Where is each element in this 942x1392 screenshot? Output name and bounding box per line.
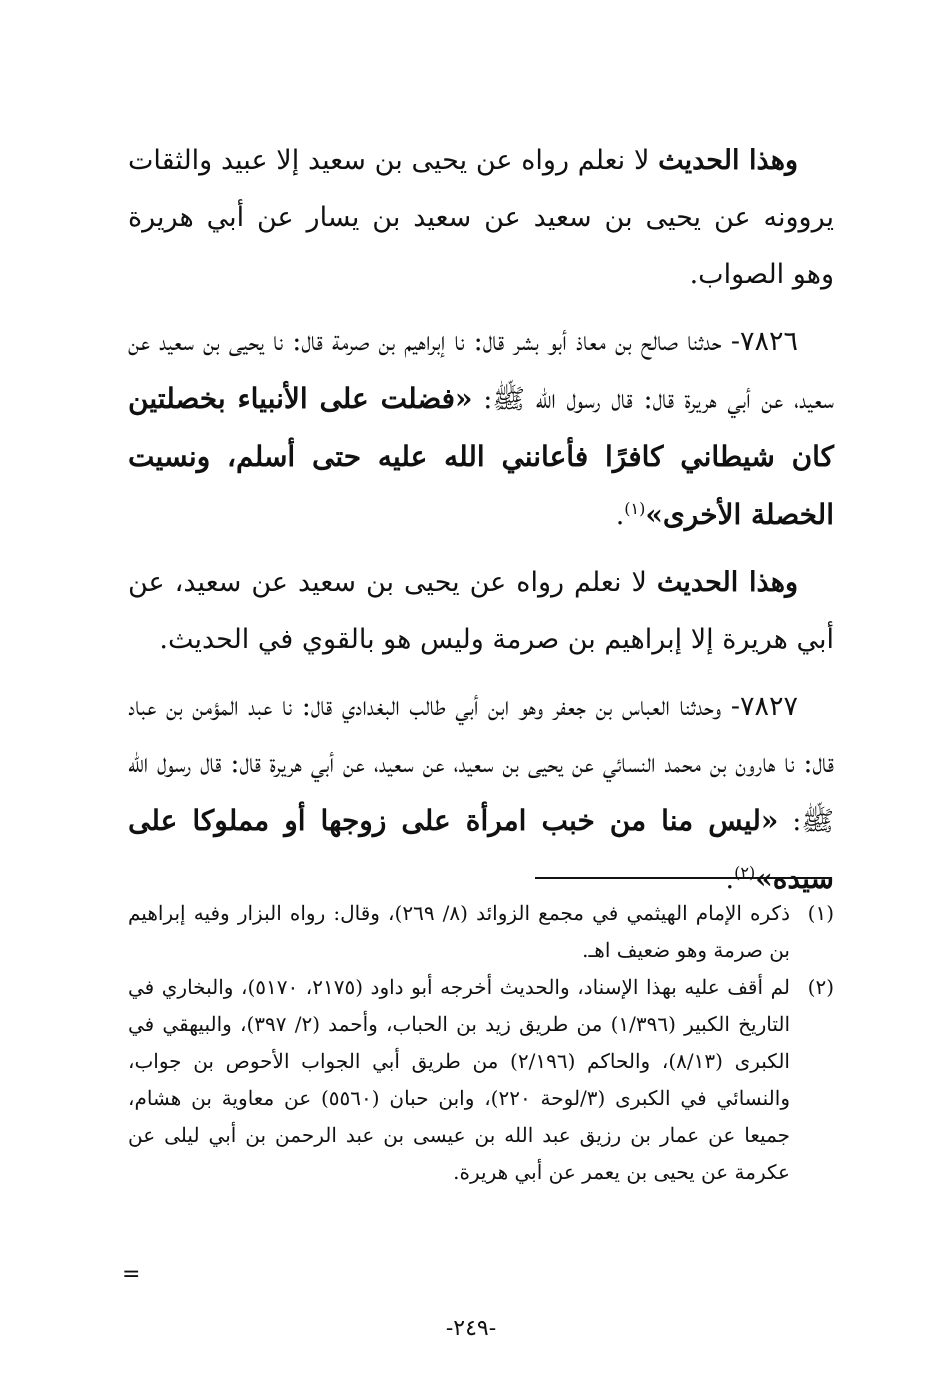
hadith-isnad: ٧٨٢٦- حدثنا صالح بن معاذ أبو بشر قال: نا إبراهيم بن صرمة قال: نا يحيى بن سعيد عن سعيد، عن أبي هريرة قال: قال رسول الله ﷺ: [128,326,834,415]
hadith-matn: «ليس منا من خبب امرأة على زوجها أو مملوكا على سيده» [128,804,834,895]
footnote-1 [128,895,834,969]
paragraph-commentary-1 [128,132,834,303]
commentary-text: لا نعلم رواه عن يحيى بن سعيد عن سعيد، عن أبي هريرة إلا إبراهيم بن صرمة وليس هو بالقوي في الحديث. [128,567,834,655]
footnote-number: (١) [807,901,834,925]
footnotes-block [128,895,834,1191]
footnote-ref-2: (٢) [734,863,756,882]
paragraph-commentary-2 [128,554,834,668]
page-number: -٢٤٩- [445,1316,497,1341]
sentence-end: . [615,500,625,531]
continuation-mark: = [122,1262,141,1287]
hadith-isnad: ٧٨٢٧- وحدثنا العباس بن جعفر وهو ابن أبي طالب البغدادي قال: نا عبد المؤمن بن عباد قال: نا هارون بن محمد النسائي عن يحيى بن سعيد، عن سعيد، عن أبي هريرة قال: قال رسول الله ﷺ: [128,691,834,837]
paragraph-hadith-7827 [128,678,834,908]
sentence-end: . [725,864,735,895]
footnote-ref-1: (١) [624,499,646,518]
commentary-text: لا نعلم رواه عن يحيى بن سعيد إلا عبيد والثقات يروونه عن يحيى بن سعيد عن سعيد بن يسار عن أبي هريرة وهو الصواب. [128,145,834,290]
footnote-number: (٢) [807,975,834,999]
commentary-lead: وهذا الحديث [658,145,798,176]
hadith-matn: «فضلت على الأنبياء بخصلتين كان شيطاني كافرًا فأعانني الله عليه حتى أسلم، ونسيت الخصلة الأخرى» [128,382,834,531]
footnote-text: لم أقف عليه بهذا الإسناد، والحديث أخرجه أبو داود (٢١٧٥، ٥١٧٠)، والبخاري في التاريخ الكبير (١/٣٩٦) من طريق زيد بن الحباب، وأحمد (٢/ ٣٩٧)، والبيهقي في الكبرى (٨/١٣)، والحاكم (٢/١٩٦) من طريق أبي الجواب الأحوص بن جواب، والنسائي في الكبرى (٣/لوحة ٢٢٠)، وابن حبان (٥٥٦٠) عن معاوية بن هشام، جميعا عن عمار بن رزيق عبد الله بن عيسى بن عبد الرحمن بن أبي ليلى عن عكرمة عن يحيى بن يعمر عن أبي هريرة. [128,975,791,1184]
footnote-2 [128,969,834,1191]
commentary-lead: وهذا الحديث [656,567,798,598]
footnote-divider [535,877,832,879]
paragraph-hadith-7826 [128,313,834,544]
main-text-block [128,132,834,918]
footnote-text: ذكره الإمام الهيثمي في مجمع الزوائد (٨/ ٢٦٩)، وقال: رواه البزار وفيه إبراهيم بن صرمة وهو ضعيف اهـ. [128,901,790,962]
